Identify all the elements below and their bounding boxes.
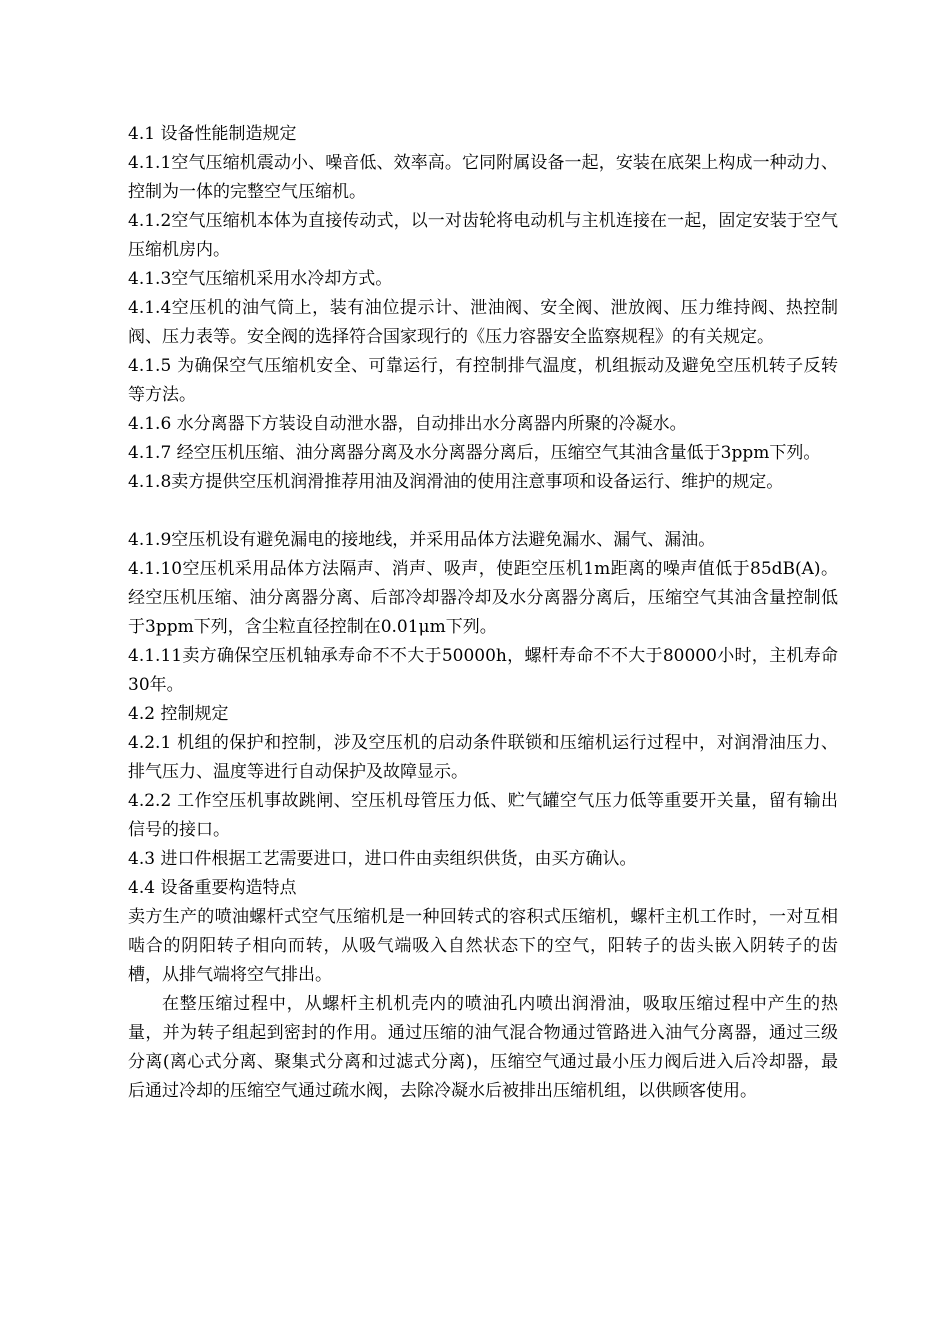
clause-4-2-2: 4.2.2 工作空压机事故跳闸、空压机母管压力低、贮气罐空气压力低等重要开关量，留有输出信号的接口。 [128,791,838,840]
section-heading-4-1: 4.1 设备性能制造规定 [128,124,297,144]
section-heading-4-2: 4.2 控制规定 [128,704,229,724]
body-paragraph: 卖方生产的喷油螺杆式空气压缩机是一种回转式的容积式压缩机，螺杆主机工作时，一对互相啮合的阴阳转子相向而转，从吸气端吸入自然状态下的空气，阳转子的齿头嵌入阴转子的齿槽，从排气端将空气排出。 [128,907,838,985]
blank-line [128,497,838,526]
clause-4-1-1: 4.1.1空气压缩机震动小、噪音低、效率高。它同附属设备一起，安装在底架上构成一种动力、控制为一体的完整空气压缩机。 [128,153,838,202]
clause-4-1-11: 4.1.11卖方确保空压机轴承寿命不不大于50000h，螺杆寿命不不大于80000小时，主机寿命30年。 [128,646,838,695]
body-paragraph-indented: 在整压缩过程中，从螺杆主机机壳内的喷油孔内喷出润滑油，吸取压缩过程中产生的热量，并为转子组起到密封的作用。通过压缩的油气混合物通过管路进入油气分离器，通过三级分离(离心式分离、聚集式分离和过滤式分离)，压缩空气通过最小压力阀后进入后冷却器，最后通过冷却的压缩空气通过疏水阀，去除冷凝水后被排出压缩机组，以供顾客使用。 [128,994,838,1101]
clause-4-1-10: 4.1.10空压机采用品体方法隔声、消声、吸声，使距空压机1m距离的噪声值低于85dB(A)。经空压机压缩、油分离器分离、后部冷却器冷却及水分离器分离后，压缩空气其油含量控制低于3ppm下列，含尘粒直径控制在0.01μm下列。 [128,559,838,637]
clause-4-1-9: 4.1.9空压机设有避免漏电的接地线，并采用品体方法避免漏水、漏气、漏油。 [128,530,716,550]
clause-4-1-4: 4.1.4空压机的油气筒上，装有油位提示计、泄油阀、安全阀、泄放阀、压力维持阀、热控制阀、压力表等。安全阀的选择符合国家现行的《压力容器安全监察规程》的有关规定。 [128,298,838,347]
section-heading-4-4: 4.4 设备重要构造特点 [128,878,297,898]
clause-4-1-3: 4.1.3空气压缩机采用水冷却方式。 [128,269,393,289]
document-body [128,120,838,1106]
clause-4-1-8: 4.1.8卖方提供空压机润滑推荐用油及润滑油的使用注意事项和设备运行、维护的规定。 [128,472,784,492]
clause-4-1-5: 4.1.5 为确保空气压缩机安全、可靠运行，有控制排气温度，机组振动及避免空压机转子反转等方法。 [128,356,838,405]
section-heading-4-3: 4.3 进口件根据工艺需要进口，进口件由卖组织供货，由买方确认。 [128,849,637,869]
clause-4-2-1: 4.2.1 机组的保护和控制，涉及空压机的启动条件联锁和压缩机运行过程中，对润滑油压力、排气压力、温度等进行自动保护及故障显示。 [128,733,838,782]
clause-4-1-7: 4.1.7 经空压机压缩、油分离器分离及水分离器分离后，压缩空气其油含量低于3ppm下列。 [128,443,821,463]
clause-4-1-6: 4.1.6 水分离器下方装设自动泄水器，自动排出水分离器内所聚的冷凝水。 [128,414,687,434]
clause-4-1-2: 4.1.2空气压缩机本体为直接传动式，以一对齿轮将电动机与主机连接在一起，固定安装于空气压缩机房内。 [128,211,838,260]
